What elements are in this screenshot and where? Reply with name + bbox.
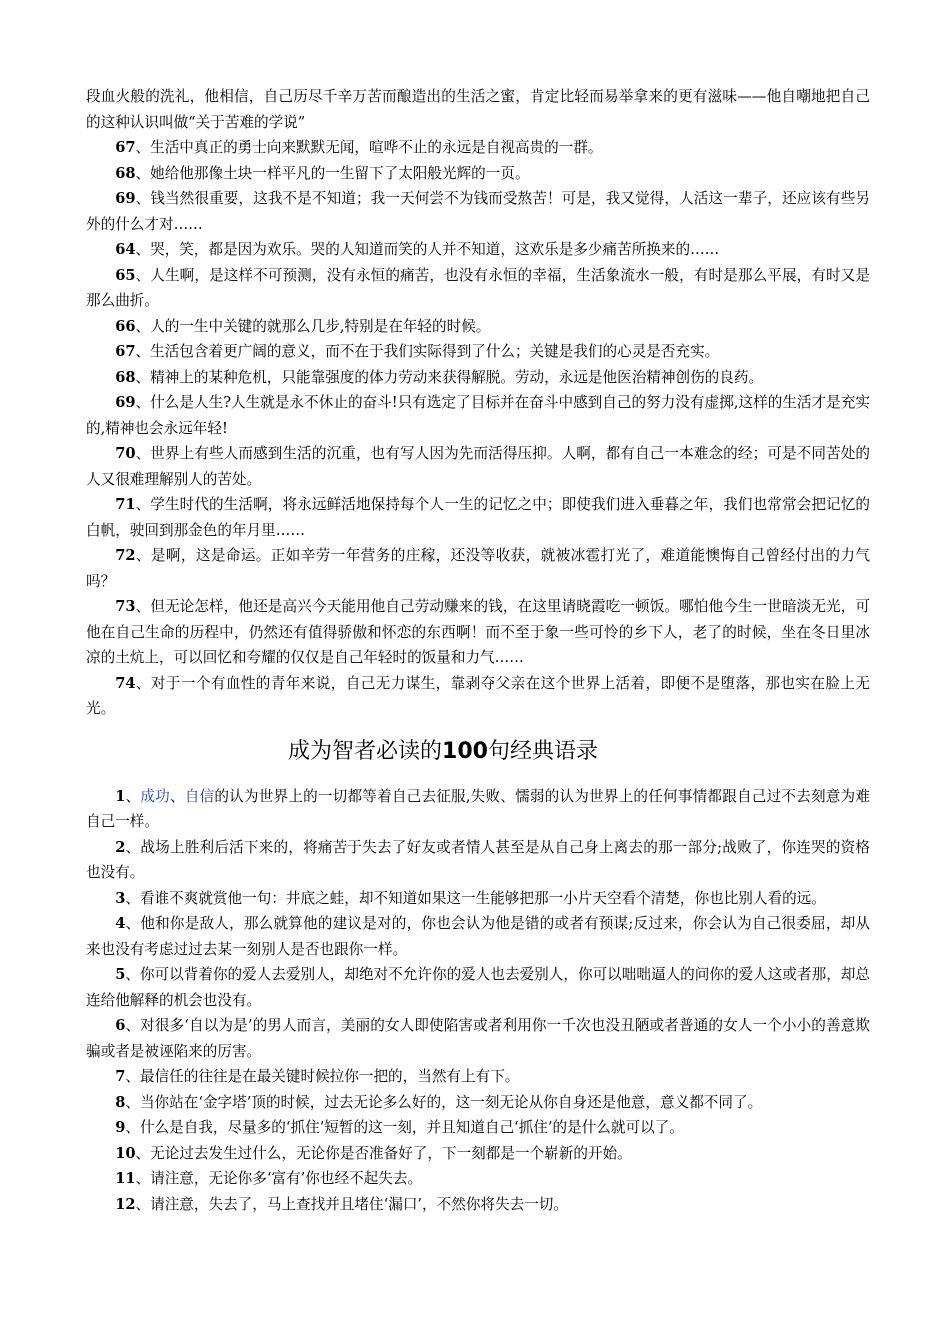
list-item	[86, 911, 870, 962]
item-number: 3	[115, 889, 126, 907]
success-link[interactable]: 成功	[140, 787, 170, 805]
section-heading	[86, 734, 870, 770]
item-number: 71	[115, 496, 136, 513]
item-text: 、请注意，失去了，马上查找并且堵住‘漏口’，不然你将失去一切。	[135, 1195, 568, 1213]
item-text: 、是啊，这是命运。正如辛劳一年营务的庄稼，还没等收获，就被冰雹打光了，难道能懊悔自己曾经付出的力气吗？	[86, 547, 870, 590]
item-number: 67	[115, 343, 136, 360]
item-text: 、精神上的某种危机，只能靠强度的体力劳动来获得解脱。劳动，永远是他医治精神创伤的良药。	[135, 368, 764, 386]
item-text: 、什么是人生?人生就是永不休止的奋斗!只有选定了目标并在奋斗中感到自己的努力没有虚掷,这样的生活才是充实的,精神也会永远年轻!	[86, 394, 870, 437]
list-item	[86, 237, 870, 263]
item-number: 5	[115, 966, 126, 983]
list-item	[86, 365, 870, 391]
item-text: 、哭，笑，都是因为欢乐。哭的人知道而笑的人并不知道，这欢乐是多少痛苦所换来的……	[135, 241, 720, 258]
item-number: 4	[115, 915, 126, 932]
item-text: 、人生啊，是这样不可预测，没有永恒的痛苦，也没有永恒的幸福，生活象流水一般，有时是那么平展，有时又是那么曲折。	[86, 266, 870, 309]
list-item	[86, 339, 870, 365]
item-number: 65	[115, 266, 136, 284]
item-number: 12	[115, 1195, 136, 1213]
heading-suffix: 句经典语录	[487, 738, 598, 764]
list-item	[86, 543, 870, 594]
item-number: 70	[115, 445, 136, 462]
document-page	[86, 84, 870, 1217]
list-item	[86, 161, 870, 187]
item-separator: 、	[125, 787, 141, 805]
item-text: 、无论过去发生过什么，无论你是否准备好了，下一刻都是一个崭新的开始。	[135, 1144, 632, 1162]
item-number: 69	[115, 190, 136, 207]
list-item	[86, 390, 870, 441]
item-number: 10	[115, 1144, 136, 1162]
item-separator: 、	[169, 787, 185, 805]
list-item	[86, 314, 870, 340]
list-item	[86, 1090, 870, 1116]
item-number: 69	[115, 394, 136, 411]
item-number: 64	[115, 241, 136, 258]
list-item	[86, 135, 870, 161]
item-number: 11	[115, 1170, 136, 1187]
intro-paragraph: 段血火般的洗礼，他相信，自己历尽千辛万苦而酿造出的生活之蜜，肯定比轻而易举拿来的更有滋味——他自嘲地把自己的这种认识叫做“关于苦难的学说”	[86, 88, 870, 131]
list-item	[86, 1192, 870, 1218]
list-item	[86, 1141, 870, 1167]
item-number: 6	[115, 1017, 126, 1034]
item-text: 、她给他那像土块一样平凡的一生留下了太阳般光辉的一页。	[135, 164, 530, 182]
item-text: 、你可以背着你的爱人去爱别人，却绝对不允许你的爱人也去爱别人，你可以咄咄逼人的问你的爱人这或者那，却总连给他解释的机会也没有。	[86, 966, 870, 1009]
item-number: 67	[115, 139, 136, 156]
item-text: 、请注意，无论你多‘富有’你也经不起失去。	[135, 1170, 423, 1187]
list-item	[86, 671, 870, 722]
item-number: 9	[115, 1119, 126, 1136]
item-text: 、什么是自我，尽量多的‘抓住’短暂的这一刻，并且知道自己‘抓住’的是什么就可以了。	[125, 1119, 684, 1136]
item-number: 8	[115, 1093, 126, 1111]
list-item	[86, 492, 870, 543]
list-item	[86, 1064, 870, 1090]
list-item	[86, 263, 870, 314]
list-item	[86, 835, 870, 886]
item-text: 的认为世界上的一切都等着自己去征服,失败、懦弱的认为世界上的任何事情都跟自己过不去刻意为难自己一样。	[86, 787, 870, 830]
item-number: 2	[115, 838, 126, 856]
list-item	[86, 962, 870, 1013]
section1-list	[86, 135, 870, 722]
item-text: 、对很多‘自以为是’的男人而言，美丽的女人即使陷害或者利用你一千次也没丑陋或者普通的女人一个小小的善意欺骗或者是被诬陷来的厉害。	[86, 1017, 870, 1060]
section2-list	[86, 784, 870, 1218]
item-text: 、但无论怎样，他还是高兴今天能用他自己劳动赚来的钱，在这里请晓霞吃一顿饭。哪怕他今生一世暗淡无光，可他在自己生命的历程中，仍然还有值得骄傲和怀恋的东西啊！而不至于象一些可怜的乡下人，老了的时候，坐在冬日里冰凉的土炕上，可以回忆和夸耀的仅仅是自己年轻时的饭量和力气……	[86, 598, 870, 666]
list-item	[86, 441, 870, 492]
item-text: 、世界上有些人而感到生活的沉重，也有写人因为先而活得压抑。人啊，都有自己一本难念的经；可是不同苦处的人又很难理解别人的苦处。	[86, 445, 870, 488]
item-number: 1	[115, 787, 126, 805]
item-text: 、战场上胜利后活下来的，将痛苦于失去了好友或者情人甚至是从自己身上离去的那一部分;战败了，你连哭的资格也没有。	[86, 838, 870, 881]
item-text: 、他和你是敌人，那么就算他的建议是对的，你也会认为他是错的或者有预谋;反过来，你会认为自己很委屈，却从来也没有考虑过过去某一刻别人是否也跟你一样。	[86, 915, 870, 958]
item-number: 68	[115, 164, 136, 182]
item-number: 73	[115, 598, 136, 615]
item-text: 、钱当然很重要，这我不是不知道；我一天何尝不为钱而受熬苦！可是，我又觉得，人活这一辈子，还应该有些另外的什么才对……	[86, 190, 870, 233]
item-text: 、生活中真正的勇士向来默默无闻，喧哗不止的永远是自视高贵的一群。	[135, 139, 603, 156]
item-number: 72	[115, 547, 136, 564]
list-item	[86, 784, 870, 835]
confidence-link[interactable]: 自信	[184, 787, 215, 805]
item-number: 66	[115, 317, 136, 335]
heading-number: 100	[442, 738, 488, 764]
list-item	[86, 186, 870, 237]
item-text: 、看谁不爽就赏他一句：井底之蛙，却不知道如果这一生能够把那一小片天空看个清楚，你也比别人看的远。	[125, 889, 826, 907]
item-text: 、学生时代的生活啊，将永远鲜活地保持每个人一生的记忆之中；即使我们进入垂暮之年，我们也常常会把记忆的白帆，驶回到那金色的年月里……	[86, 496, 870, 539]
list-item	[86, 594, 870, 671]
list-item	[86, 886, 870, 912]
item-text: 、人的一生中关键的就那么几步,特别是在年轻的时候。	[135, 317, 491, 335]
list-item	[86, 1013, 870, 1064]
item-number: 68	[115, 368, 136, 386]
heading-prefix: 成为智者必读的	[288, 738, 443, 764]
item-number: 74	[115, 674, 136, 692]
list-item	[86, 1115, 870, 1141]
item-text: 、最信任的往往是在最关键时候拉你一把的，当然有上有下。	[125, 1068, 520, 1085]
list-item	[86, 1166, 870, 1192]
item-text: 、当你站在‘金字塔’顶的时候，过去无论多么好的，这一刻无论从你自身还是他意，意义都不同了。	[125, 1093, 763, 1111]
item-text: 、对于一个有血性的青年来说，自己无力谋生，靠剥夺父亲在这个世界上活着，即便不是堕落，那也实在脸上无光。	[86, 674, 870, 717]
item-number: 7	[115, 1068, 126, 1085]
item-text: 、生活包含着更广阔的意义，而不在于我们实际得到了什么；关键是我们的心灵是否充实。	[135, 343, 720, 360]
